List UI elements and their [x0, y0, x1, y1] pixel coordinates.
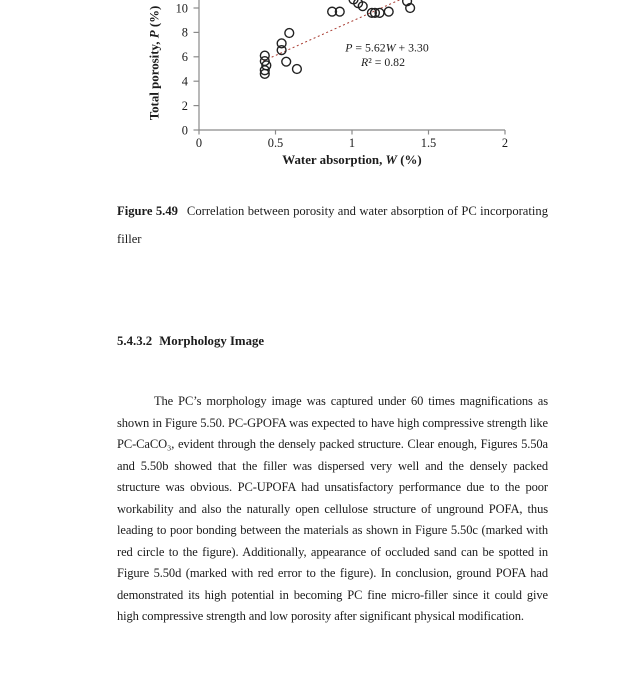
- figure-caption-text: Correlation between porosity and water absorption of PC incorporating filler: [117, 204, 548, 246]
- svg-text:R² = 0.82: R² = 0.82: [361, 55, 405, 69]
- porosity-scatter-plot: [0, 0, 620, 176]
- svg-text:0: 0: [181, 123, 188, 138]
- figure-caption-label: Figure 5.49: [117, 204, 178, 218]
- section-number: 5.4.3.2: [117, 334, 153, 348]
- svg-text:0: 0: [195, 136, 203, 150]
- body-paragraph: The PC’s morphology image was captured under 60 times magnifications as shown in Figure 5.50. PC-GPOFA was expected to have high compressive strength like PC-CaCO₃, evident through the densely packed structure. Clear enough, Figures 5.50a and 5.50b showed that the filler was dispersed very well and the densely packed structure was obvious. PC-UPOFA had unsatisfactory performance due to the poor workability and also the naturally open cellulose structure of unground POFA, thus leading to poor bonding between the materials as shown in Figure 5.50c (marked with red circle to the figure). Additionally, appearance of occluded sand can be spotted in Figure 5.50d (marked with red error to the figure). In conclusion, ground POFA had demonstrated its high potential in becoming PC fine micro-filler since it could give high compressive strength and low porosity after significant physical modification.: [117, 394, 548, 623]
- svg-text:2: 2: [501, 136, 509, 150]
- svg-text:0.5: 0.5: [267, 136, 284, 150]
- svg-text:2: 2: [181, 98, 188, 113]
- figure-5-49-chart: [0, 0, 620, 176]
- figure-caption: [117, 197, 548, 253]
- section-title: Morphology Image: [159, 334, 265, 348]
- svg-text:1.5: 1.5: [420, 136, 437, 150]
- svg-text:4: 4: [181, 74, 188, 89]
- svg-text:6: 6: [181, 50, 188, 65]
- svg-text:8: 8: [181, 25, 188, 40]
- svg-text:P = 5.62W + 3.30: P = 5.62W + 3.30: [345, 40, 429, 55]
- svg-text:10: 10: [175, 1, 188, 16]
- svg-text:Water absorption, W (%): Water absorption, W (%): [282, 152, 422, 167]
- chart-axes: [176, 0, 508, 150]
- section-heading: [117, 334, 264, 349]
- chart-text-labels: [148, 6, 429, 167]
- svg-text:Total porosity, P (%): Total porosity, P (%): [147, 5, 162, 121]
- svg-text:1: 1: [348, 136, 356, 150]
